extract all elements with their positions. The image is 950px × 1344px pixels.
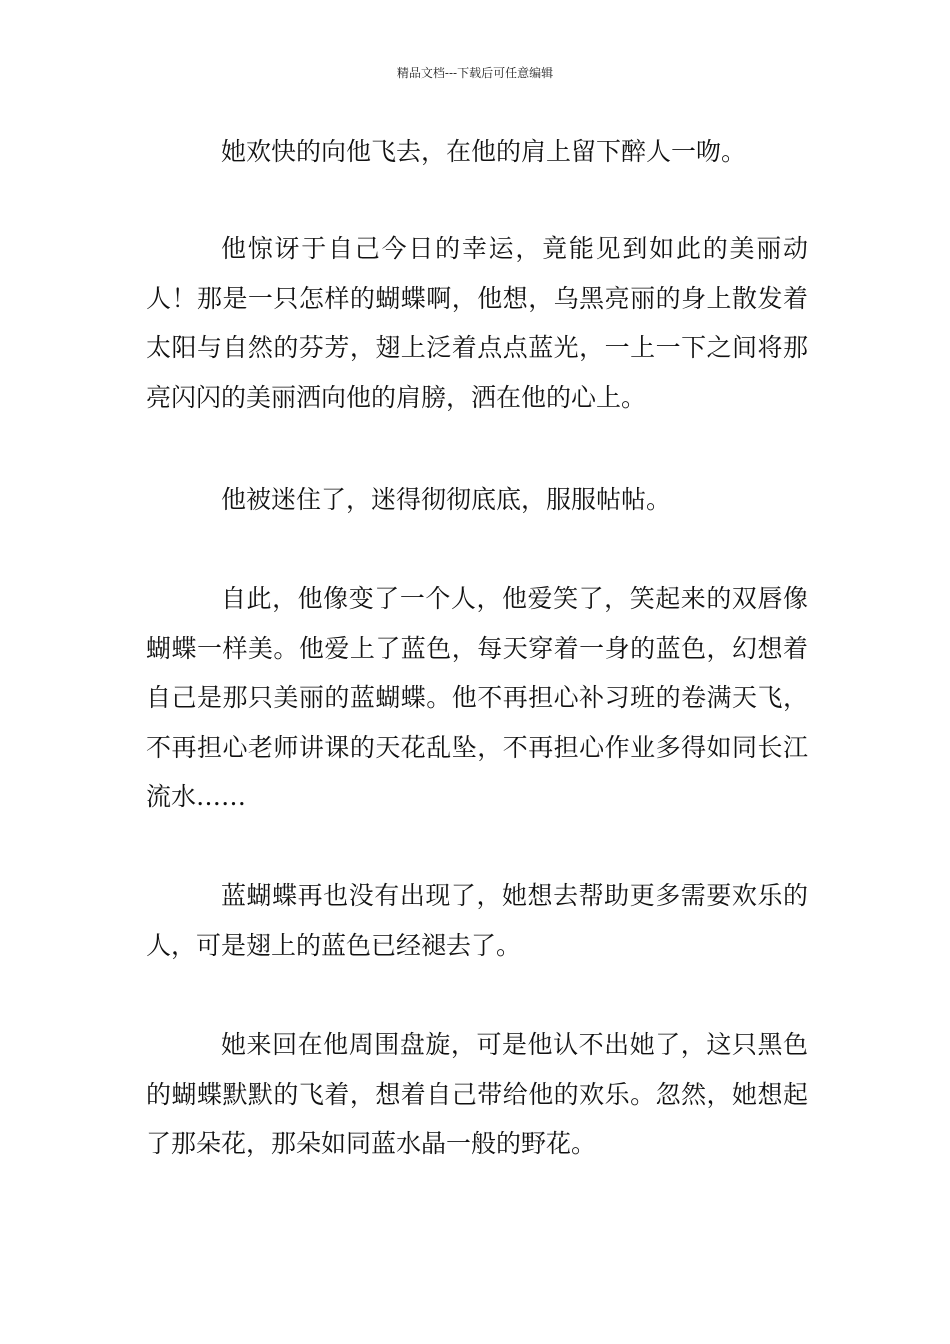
paragraph: 她欢快的向他飞去，在他的肩上留下醉人一吻。 bbox=[221, 137, 747, 166]
paragraph: 蓝蝴蝶再也没有出现了，她想去帮助更多需要欢乐的人，可是翅上的蓝色已经褪去了。 bbox=[146, 881, 808, 960]
paragraph: 他惊讶于自己今日的幸运，竟能见到如此的美丽动人！那是一只怎样的蝴蝶啊，他想，乌黑亮丽的身上散发着太阳与自然的芬芳，翅上泛着点点蓝光，一上一下之间将那亮闪闪的美丽洒向他的肩膀，洒在他的心上。 bbox=[146, 234, 808, 412]
paragraph: 他被迷住了，迷得彻彻底底，服服帖帖。 bbox=[221, 485, 672, 514]
paragraph: 自此，他像变了一个人，他爱笑了，笑起来的双唇像蝴蝶一样美。他爱上了蓝色，每天穿着一身的蓝色，幻想着自己是那只美丽的蓝蝴蝶。他不再担心补习班的卷满天飞，不再担心老师讲课的天花乱坠，不再担心作业多得如同长江流水…… bbox=[146, 584, 808, 811]
page-header: 精品文档---下载后可任意编辑 bbox=[396, 66, 554, 80]
paragraph: 她来回在他周围盘旋，可是他认不出她了，这只黑色的蝴蝶默默的飞着，想着自己带给他的欢乐。忽然，她想起了那朵花，那朵如同蓝水晶一般的野花。 bbox=[146, 1030, 808, 1158]
